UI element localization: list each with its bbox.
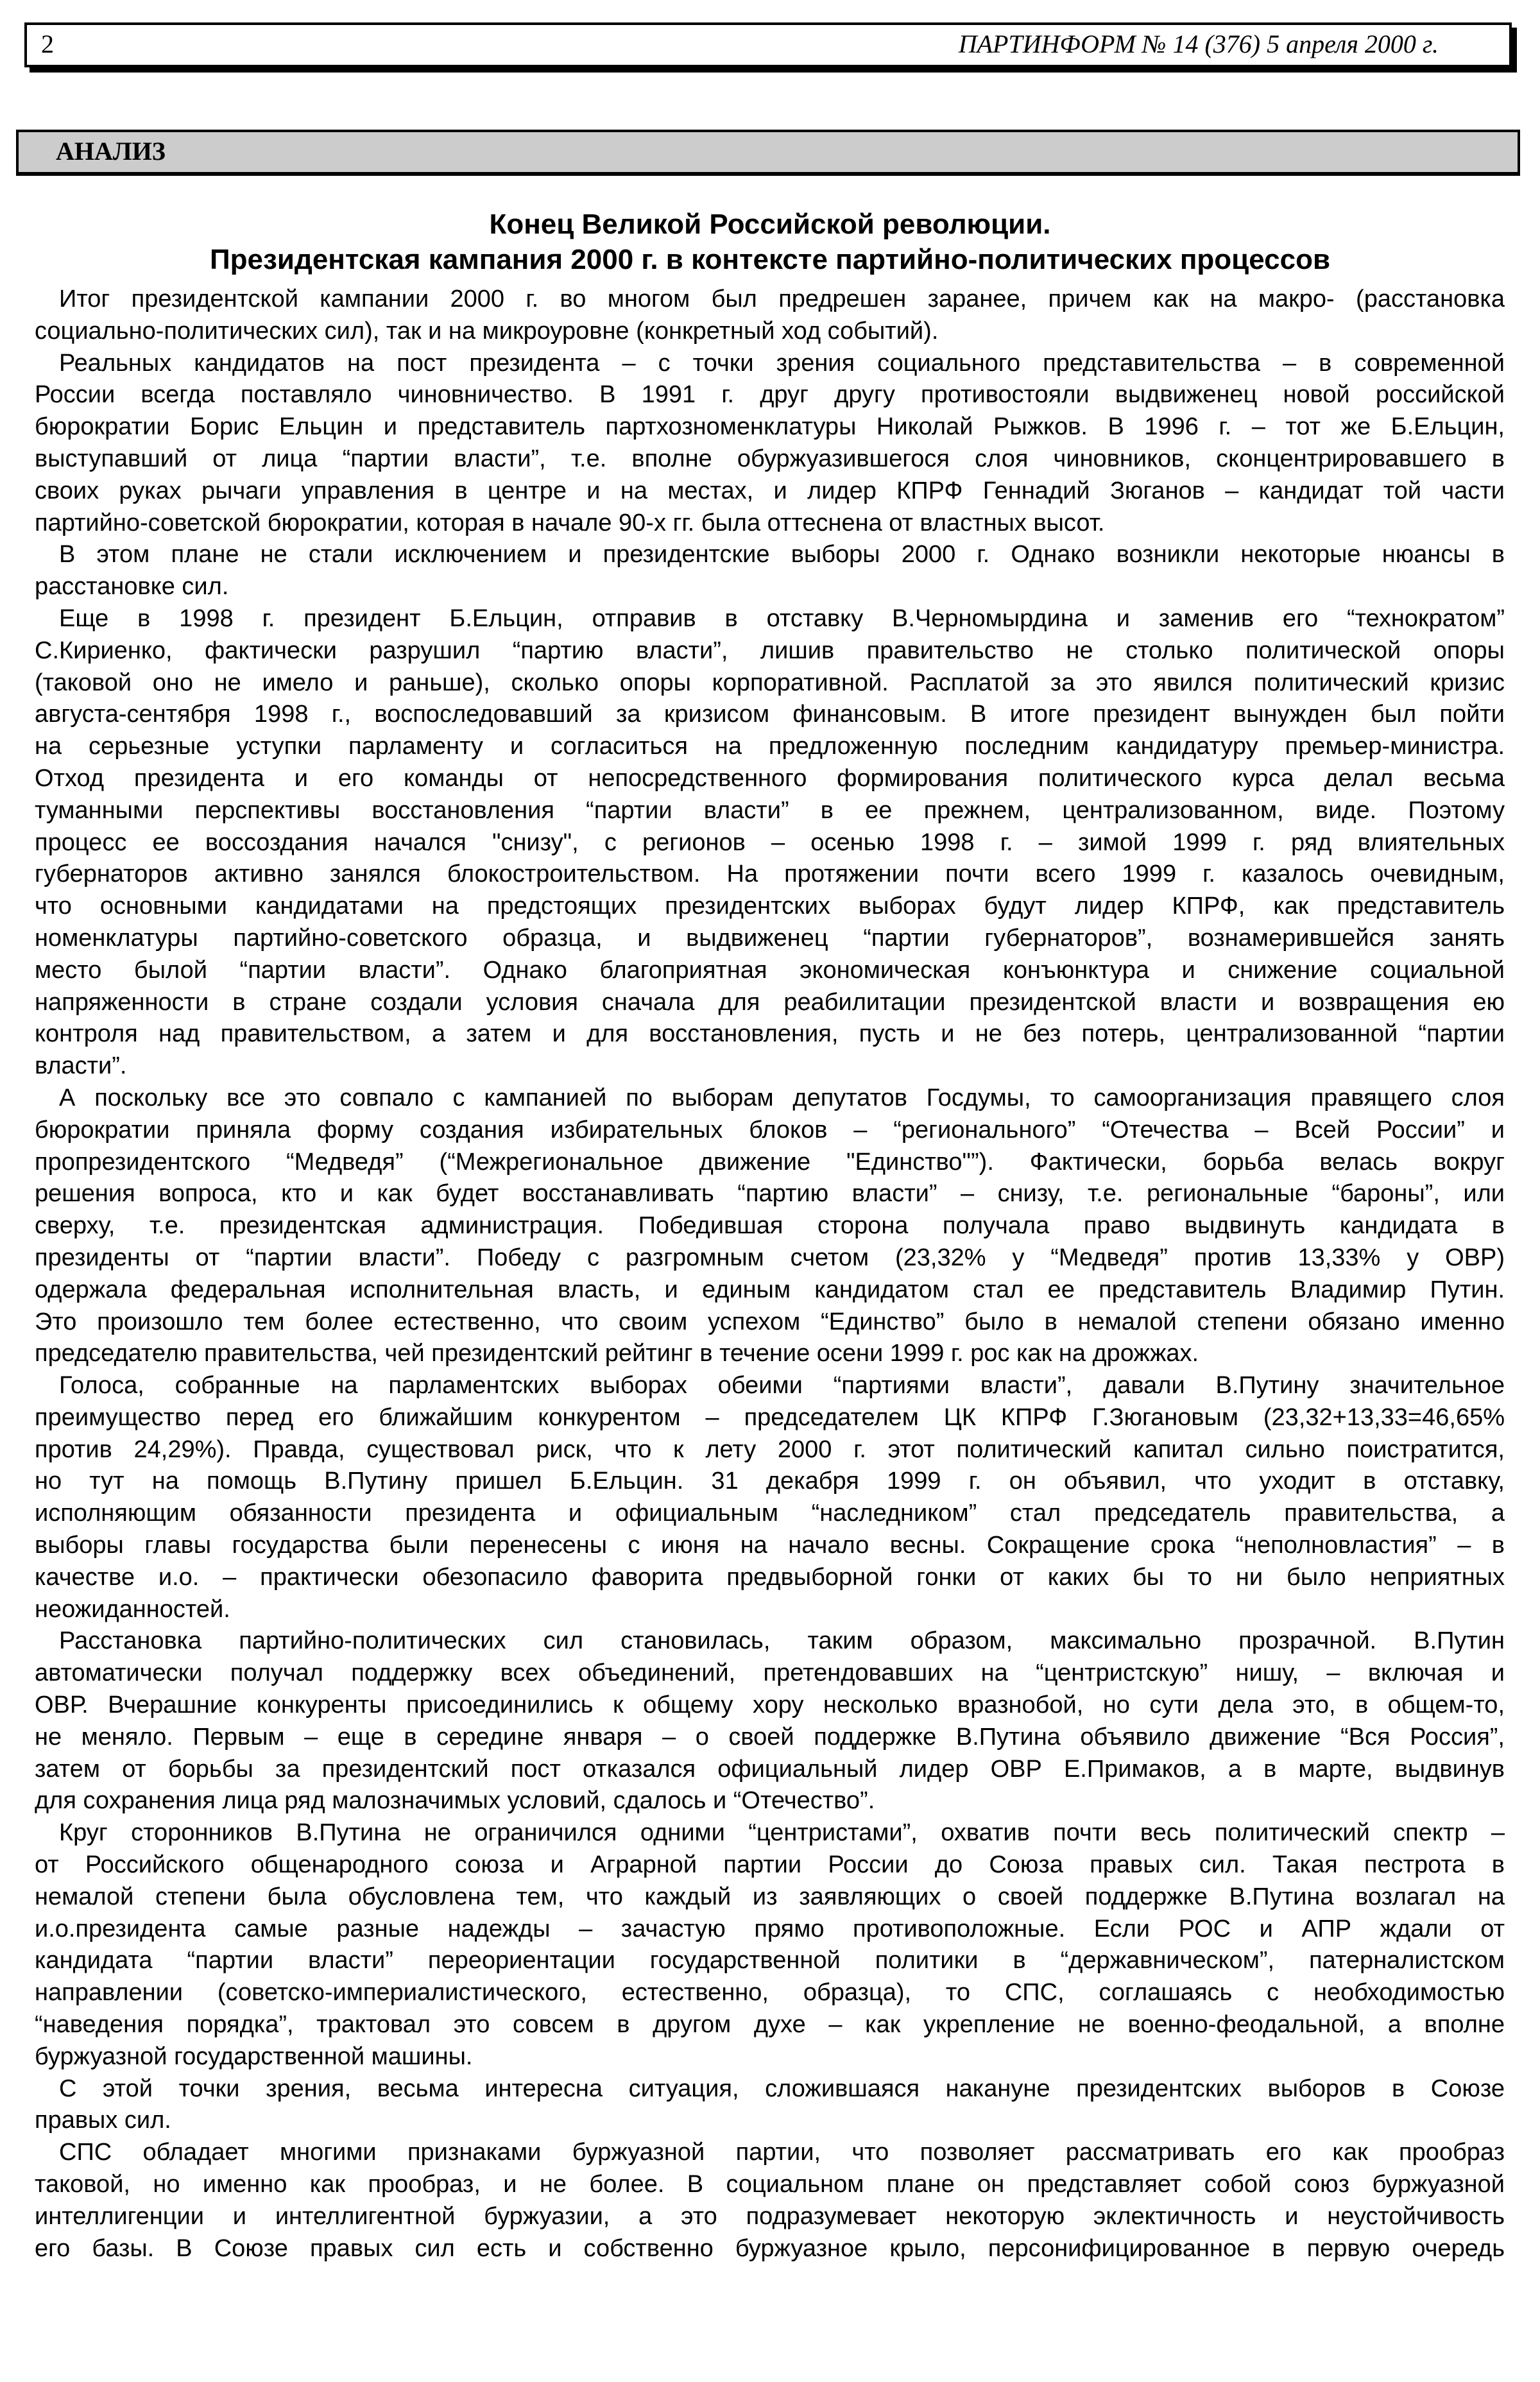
text-line: туманными перспективы восстановления “партии власти” в ее прежнем, централизованном, виде. Поэтому xyxy=(35,796,1505,824)
paragraph xyxy=(35,1083,1505,1370)
text-line: Круг сторонников В.Путина не ограничился одними “центристами”, охватив почти весь политический спектр – xyxy=(59,1819,1505,1847)
text-line: немалой степени была обусловлена тем, что каждый из заявляющих о своей поддержке В.Путина возлагал на xyxy=(35,1883,1505,1910)
text-line: Реальных кандидатов на пост президента – с точки зрения социального представительства – в современной xyxy=(59,349,1505,377)
text-line: С этой точки зрения, весьма интересна ситуация, сложившаяся накануне президентских выборов в Союзе xyxy=(59,2075,1505,2102)
page-header xyxy=(24,22,1512,67)
text-line: его базы. В Союзе правых сил есть и собственно буржуазное крыло, персонифицированное в первую очередь xyxy=(35,2234,1505,2262)
publication-issue: ПАРТИНФОРМ № 14 (376) 5 апреля 2000 г. xyxy=(958,30,1439,58)
text-line: бюрократии приняла форму создания избирательных блоков – “регионального” “Отечества – Всей России” и xyxy=(35,1116,1505,1144)
text-line: президенты от “партии власти”. Победу с разгромным счетом (23,32% у “Медведя” против 13,33% у ОВР) xyxy=(35,1244,1505,1271)
text-line: “наведения порядка”, трактовал это совсем в другом духе – как укрепление не военно-феодальной, а вполне xyxy=(35,2011,1505,2039)
text-line: правых сил. xyxy=(35,2107,171,2134)
text-line: одержала федеральная исполнительная власть, и единым кандидатом стал ее представитель Владимир Путин. xyxy=(35,1276,1505,1303)
text-line: В этом плане не стали исключением и президентские выборы 2000 г. Однако возникли некоторые нюансы в xyxy=(59,541,1505,569)
text-line: буржуазной государственной машины. xyxy=(35,2043,473,2070)
paragraph xyxy=(35,284,1505,348)
text-line: неожиданностей. xyxy=(35,1595,230,1623)
article-subtitle: Президентская кампания 2000 г. в контексте партийно-политических процессов xyxy=(210,244,1330,275)
text-line: Отход президента и его команды от непосредственного формирования политического курса делал весьма xyxy=(35,764,1505,792)
text-line: место былой “партии власти”. Однако благоприятная экономическая конъюнктура и снижение социальной xyxy=(35,956,1505,984)
text-line: и.о.президента самые разные надежды – зачастую прямо противоположные. Если РОС и АПР ждали от xyxy=(35,1915,1505,1942)
text-line: кандидата “партии власти” переориентации государственной политики в “державническом”, патерналистском xyxy=(35,1947,1505,1975)
text-line: пропрезидентского “Медведя” (“Межрегиональное движение "Единство"”). Фактически, борьба велась вокруг xyxy=(35,1148,1505,1176)
paragraph xyxy=(35,1817,1505,2073)
paragraph xyxy=(35,603,1505,1083)
text-line: председателю правительства, чей президентский рейтинг в течение осени 1999 г. рос как на дрожжах. xyxy=(35,1340,1199,1367)
text-line: напряженности в стране создали условия сначала для реабилитации президентской власти и возвращения ею xyxy=(35,988,1505,1016)
text-line: процесс ее воссоздания начался "снизу", с регионов – осенью 1998 г. – зимой 1999 г. ряд влиятельных xyxy=(35,828,1505,856)
text-line: бюрократии Борис Ельцин и представитель партхозноменклатуры Николай Рыжков. В 1996 г. – тот же Б.Ельцин, xyxy=(35,413,1505,441)
text-line: Еще в 1998 г. президент Б.Ельцин, отправив в отставку В.Черномырдина и заменив его “технократом” xyxy=(59,604,1505,632)
text-line: не меняло. Первым – еще в середине января – о своей поддержке В.Путина объявило движение “Вся Россия”, xyxy=(35,1723,1505,1751)
text-line: России всегда поставляло чиновничество. В 1991 г. друг другу противостояли выдвиженец новой российской xyxy=(35,381,1505,409)
text-line: Голоса, собранные на парламентских выборах обеими “партиями власти”, давали В.Путину значительное xyxy=(59,1372,1505,1400)
text-line: от Российского общенародного союза и Аграрной партии России до Союза правых сил. Такая пестрота в xyxy=(35,1851,1505,1879)
page-number: 2 xyxy=(41,30,54,58)
paragraph xyxy=(35,2073,1505,2138)
text-line: качестве и.о. – практически обезопасило фаворита предвыборной гонки от каких бы то ни было неприятных xyxy=(35,1563,1505,1591)
text-line: на серьезные уступки парламенту и согласиться на предложенную последним кандидатуру премьер-министра. xyxy=(35,733,1505,760)
paragraph xyxy=(35,1625,1505,1817)
text-line: что основными кандидатами на предстоящих президентских выборах будут лидер КПРФ, как представитель xyxy=(35,893,1505,920)
text-line: исполняющим обязанности президента и официальным “наследником” стал председатель правительства, а xyxy=(35,1500,1505,1527)
text-line: августа-сентября 1998 г., воспоследовавший за кризисом финансовым. В итоге президент вынужден был пойти xyxy=(35,701,1505,728)
text-line: сверху, т.е. президентская администрация. Победившая сторона получала право выдвинуть кандидата в xyxy=(35,1212,1505,1240)
text-line: С.Кириенко, фактически разрушил “партию власти”, лишив правительство не столько политической опоры xyxy=(35,637,1505,664)
text-line: губернаторов активно занялся блокостроительством. На протяжении почти всего 1999 г. казалось очевидным, xyxy=(35,861,1505,888)
text-line: интеллигенции и интеллигентной буржуазии, а это подразумевает некоторую эклектичность и неустойчивость xyxy=(35,2202,1505,2230)
text-line: преимущество перед его ближайшим конкурентом – председателем ЦК КПРФ Г.Зюгановым (23,32+13,33=46,65% xyxy=(35,1403,1505,1431)
text-line: решения вопроса, кто и как будет восстанавливать “партию власти” – снизу, т.е. региональные “бароны”, или xyxy=(35,1180,1505,1208)
article-body xyxy=(35,284,1505,2265)
text-line: но тут на помощь В.Путину пришел Б.Ельцин. 31 декабря 1999 г. он объявил, что уходит в отставку, xyxy=(35,1468,1505,1495)
text-line: автоматически получал поддержку всех объединений, претендовавших на “центристскую” нишу, – включая и xyxy=(35,1659,1505,1687)
text-line: против 24,29%). Правда, существовал риск, что к лету 2000 г. этот политический капитал сильно поистратится, xyxy=(35,1435,1505,1463)
text-line: Расстановка партийно-политических сил становилась, таким образом, максимально прозрачной. В.Путин xyxy=(59,1627,1505,1655)
text-line: номенклатуры партийно-советского образца, и выдвиженец “партии губернаторов”, вознамерившейся занять xyxy=(35,924,1505,952)
text-line: выступавший от лица “партии власти”, т.е. вполне обуржуазившегося слоя чиновников, сконцентрировавшего в xyxy=(35,445,1505,472)
section-banner xyxy=(16,130,1520,176)
article-title: Конец Великой Российской революции. xyxy=(489,209,1051,240)
text-line: своих руках рычаги управления в центре и на местах, и лидер КПРФ Геннадий Зюганов – кандидат той части xyxy=(35,477,1505,504)
paragraph xyxy=(35,1370,1505,1625)
text-line: расстановке сил. xyxy=(35,573,229,601)
text-line: партийно-советской бюрократии, которая в начале 90-х гг. была оттеснена от властных высот. xyxy=(35,509,1105,536)
text-line: затем от борьбы за президентский пост отказался официальный лидер ОВР Е.Примаков, а в марте, выдвинув xyxy=(35,1755,1505,1783)
text-line: для сохранения лица ряд малозначимых условий, сдалось и “Отечество”. xyxy=(35,1787,875,1815)
paragraph xyxy=(35,348,1505,540)
paragraph xyxy=(35,539,1505,603)
text-line: Итог президентской кампании 2000 г. во многом был предрешен заранее, причем как на макро- (расстановка xyxy=(59,286,1505,313)
text-line: социально-политических сил), так и на микроуровне (конкретный ход событий). xyxy=(35,317,939,345)
text-line: власти”. xyxy=(35,1052,127,1080)
text-line: контроля над правительством, а затем и для восстановления, пусть и не без потерь, централизованной “партии xyxy=(35,1020,1505,1048)
text-line: направлении (советско-империалистического, естественно, образца), то СПС, соглашаясь с необходимостью xyxy=(35,1979,1505,2007)
section-label: АНАЛИЗ xyxy=(56,137,166,166)
text-line: (таковой оно не имело и раньше), сколько опоры корпоративной. Расплатой за это явился политический кризис xyxy=(35,669,1505,696)
text-line: СПС обладает многими признаками буржуазной партии, что позволяет рассматривать его как прообраз xyxy=(59,2139,1505,2166)
text-line: Это произошло тем более естественно, что своим успехом “Единство” было в немалой степени обязано именно xyxy=(35,1308,1505,1335)
paragraph xyxy=(35,2137,1505,2265)
text-line: ОВР. Вчерашние конкуренты присоединились к общему хору несколько вразнобой, но сути дела это, в общем-то, xyxy=(35,1692,1505,1719)
text-line: таковой, но именно как прообраз, и не более. В социальном плане он представляет собой союз буржуазной xyxy=(35,2171,1505,2198)
text-line: выборы главы государства были перенесены с июня на начало весны. Сокращение срока “неполновластия” – в xyxy=(35,1532,1505,1559)
text-line: А поскольку все это совпало с кампанией по выборам депутатов Госдумы, то самоорганизация правящего слоя xyxy=(59,1084,1505,1111)
